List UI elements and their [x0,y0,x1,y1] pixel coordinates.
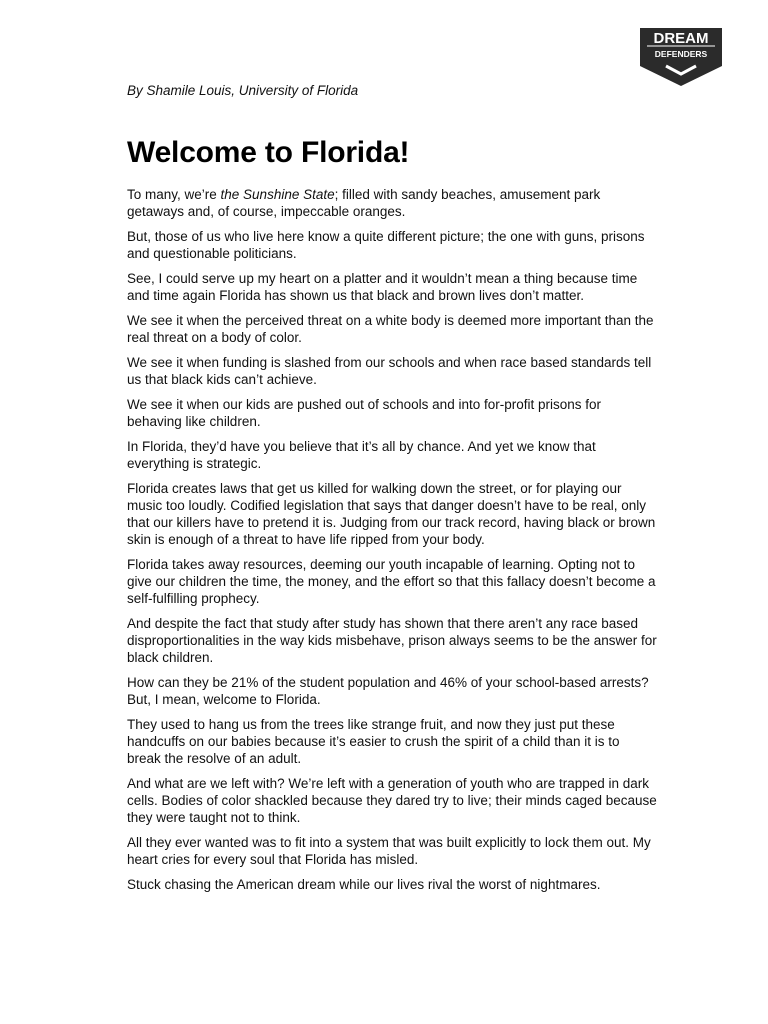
paragraph-text: To many, we’re [127,187,221,202]
paragraph: Florida creates laws that get us killed for walking down the street, or for playing our music too loudly. Codified legislation that says that danger doesn’t have to be real, only that our killers have to pretend it is. Judging from our track record, having black or brown skin is enough of a threat to have life ripped from your body. [127,481,656,547]
paragraph: Stuck chasing the American dream while our lives rival the worst of nightmares. [127,877,601,892]
logo-line2: DEFENDERS [654,49,708,59]
paragraph: We see it when our kids are pushed out of schools and into for-profit prisons for behaving like children. [127,397,602,429]
paragraph: We see it when the perceived threat on a white body is deemed more important than the real threat on a body of color. [127,313,654,345]
paragraph: They used to hang us from the trees like strange fruit, and now they just put these handcuffs on our babies because it’s easier to crush the spirit of a child than it is to break the resolve of an adult. [127,717,620,766]
logo-line1: DREAM [653,30,709,47]
paragraph: And despite the fact that study after study has shown that there aren’t any race based disproportionalities in the way kids misbehave, prison always seems to be the answer for black children. [127,616,657,665]
paragraph: All they ever wanted was to fit into a system that was built explicitly to lock them out. My heart cries for every soul that Florida has misled. [127,835,651,867]
paragraph: We see it when funding is slashed from our schools and when race based standards tell us that black kids can’t achieve. [127,355,652,387]
dream-defenders-logo [638,26,724,88]
paragraph [127,186,657,220]
paragraph-text: ; filled with sandy beaches, amusement park getaways and, of course, impeccable oranges. [127,187,601,219]
page-title: Welcome to Florida! [127,136,410,169]
paragraph: Florida takes away resources, deeming our youth incapable of learning. Opting not to give our children the time, the money, and the effort so that this fallacy doesn’t become a self-fulfilling prophecy. [127,557,656,606]
paragraph: In Florida, they’d have you believe that it’s all by chance. And yet we know that everything is strategic. [127,439,596,471]
emphasis-text: the Sunshine State [220,187,335,202]
paragraph: See, I could serve up my heart on a platter and it wouldn’t mean a thing because time and time again Florida has shown us that black and brown lives don’t matter. [127,271,638,303]
article-body [127,186,657,901]
byline: By Shamile Louis, University of Florida [127,83,359,98]
paragraph: And what are we left with? We’re left with a generation of youth who are trapped in dark cells. Bodies of color shackled because they dared try to live; their minds caged because they were taught not to think. [127,776,657,825]
paragraph: How can they be 21% of the student population and 46% of your school-based arrests? But, I mean, welcome to Florida. [127,675,649,707]
dream-defenders-shield-icon [638,26,724,88]
paragraph: But, those of us who live here know a quite different picture; the one with guns, prisons and questionable politicians. [127,229,645,261]
